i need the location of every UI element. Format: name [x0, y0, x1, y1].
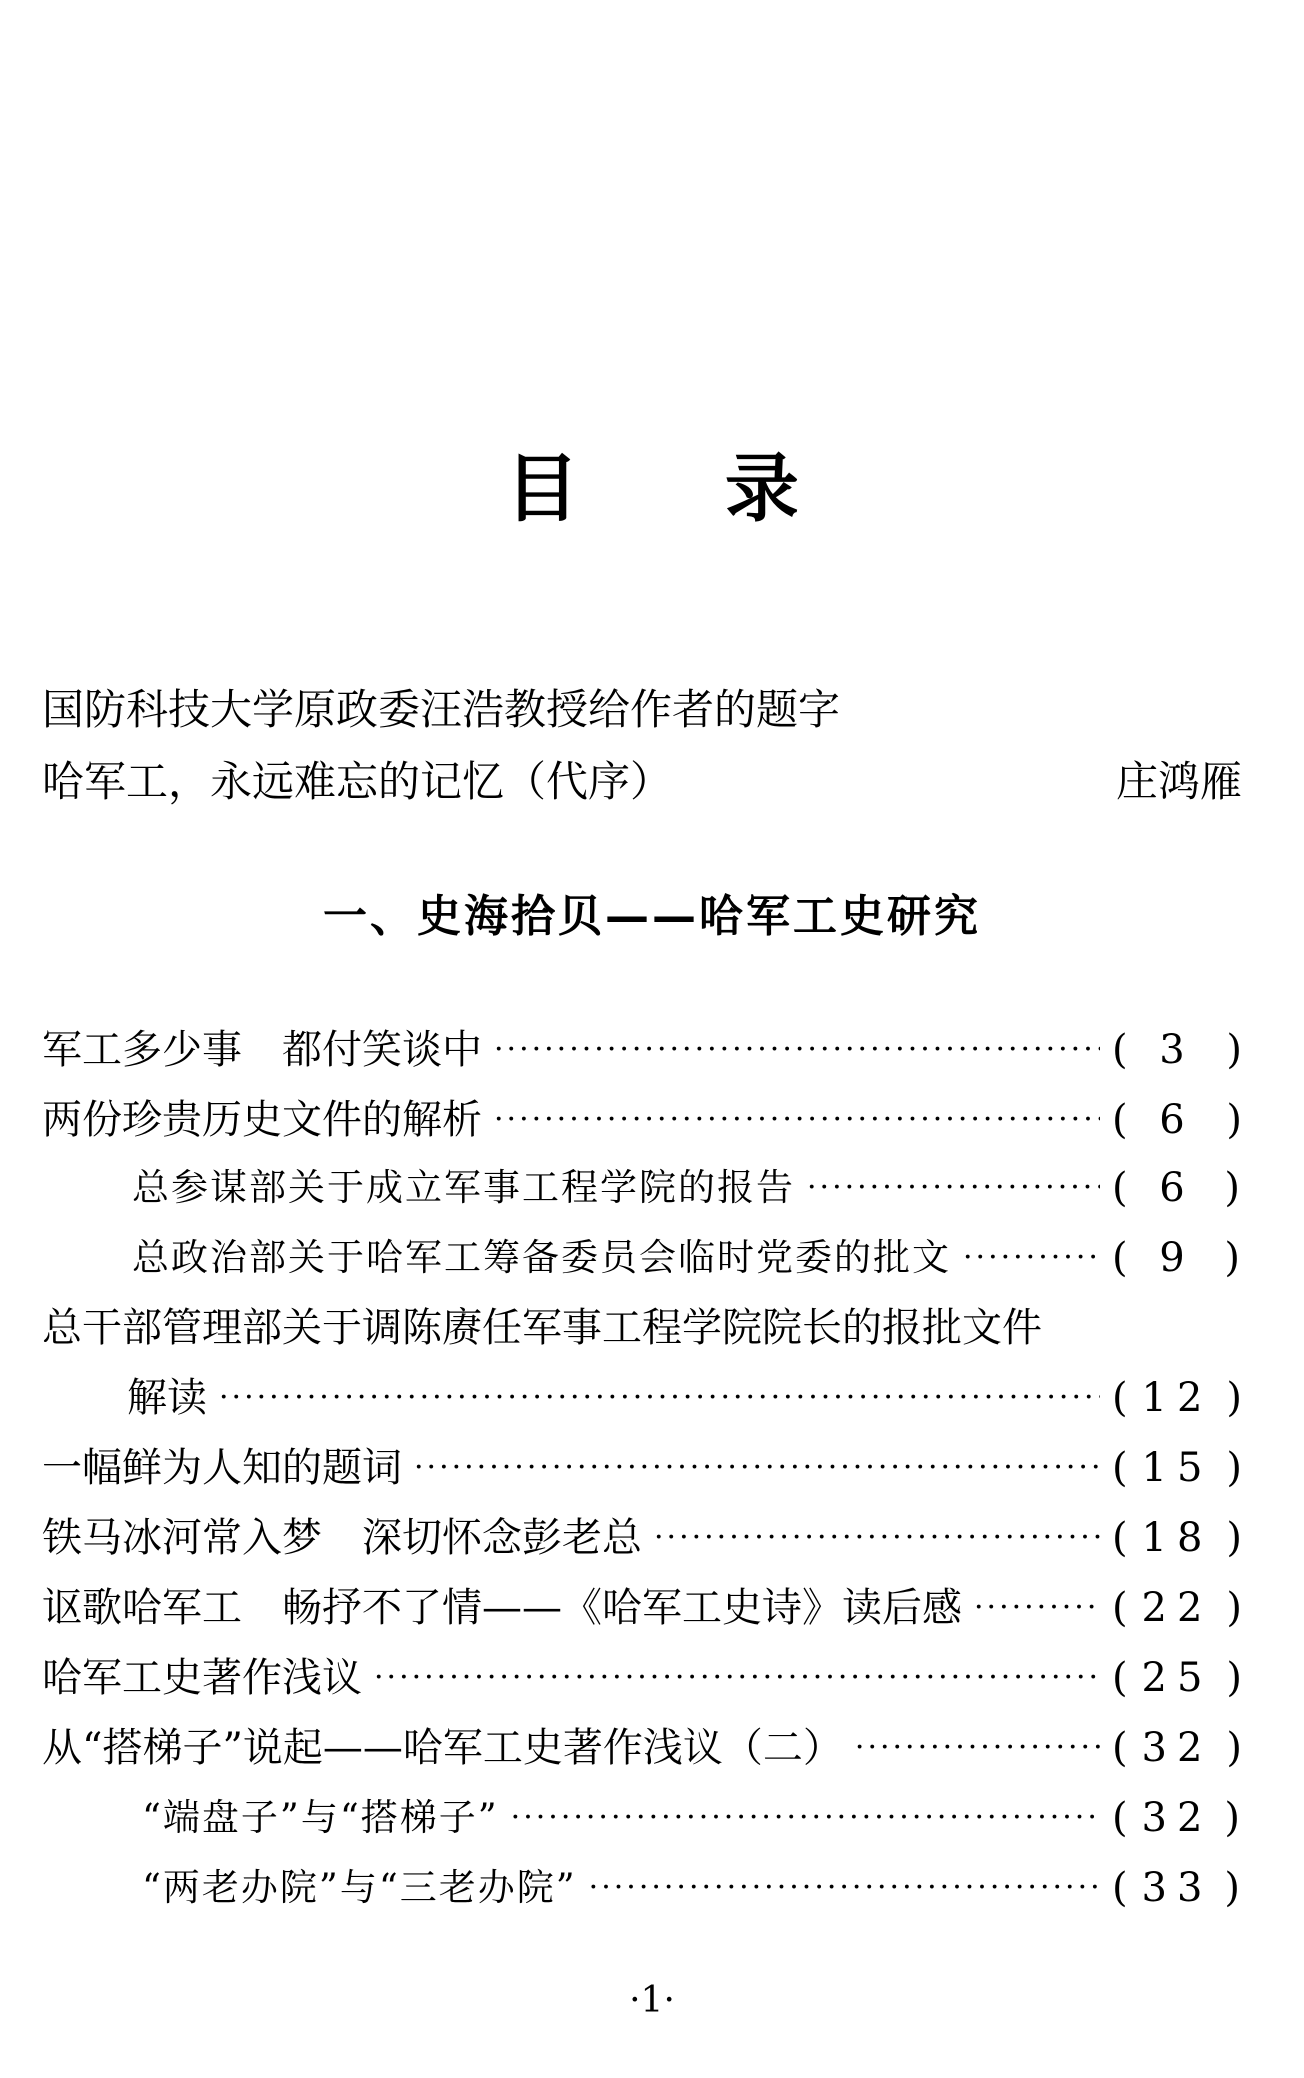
- toc-entry-page: ( 22 ): [1112, 1585, 1242, 1631]
- intro-title: 哈军工，永远难忘的记忆（代序）: [42, 757, 673, 806]
- intro-line: [42, 752, 1242, 812]
- toc-subentry[interactable]: [42, 1788, 1242, 1848]
- toc-leader: [807, 1158, 1100, 1218]
- toc-subentry[interactable]: [42, 1858, 1242, 1918]
- toc-entry[interactable]: [42, 1020, 1242, 1080]
- toc-entry[interactable]: [42, 1438, 1242, 1498]
- toc-entry-title: 总政治部关于哈军工筹备委员会临时党委的批文: [132, 1236, 951, 1279]
- toc-leader: [414, 1438, 1100, 1498]
- intro-title: 国防科技大学原政委汪浩教授给作者的题字: [42, 685, 841, 734]
- toc-entry-title: 总参谋部关于成立军事工程学院的报告: [132, 1166, 795, 1209]
- toc-entry-title: 解读: [127, 1375, 207, 1421]
- toc-subentry[interactable]: [42, 1158, 1242, 1218]
- toc-leader: [589, 1858, 1100, 1918]
- toc-entry[interactable]: [42, 1298, 1242, 1358]
- toc-entry[interactable]: [42, 1648, 1242, 1708]
- toc-entry-title: 哈军工史著作浅议: [42, 1655, 362, 1701]
- toc-leader: [374, 1648, 1100, 1708]
- toc-entry-title: 铁马冰河常入梦 深切怀念彭老总: [42, 1515, 642, 1561]
- toc-leader: [494, 1020, 1100, 1080]
- intro-author: 庄鸿雁: [1115, 757, 1242, 806]
- toc-entry-title: 讴歌哈军工 畅抒不了情——《哈军工史诗》读后感: [42, 1585, 962, 1631]
- toc-entry[interactable]: [42, 1090, 1242, 1150]
- toc-entry-page: ( 32 ): [1112, 1725, 1242, 1771]
- intro-line: [42, 680, 1242, 740]
- toc-subentry[interactable]: [42, 1228, 1242, 1288]
- page-title: 目 录: [505, 446, 859, 532]
- toc-entry-title: 一幅鲜为人知的题词: [42, 1445, 402, 1491]
- toc-entry-page: ( 3 ): [1112, 1027, 1242, 1073]
- toc-entry[interactable]: [42, 1508, 1242, 1568]
- toc-entry[interactable]: [42, 1578, 1242, 1638]
- toc-leader: [963, 1228, 1100, 1288]
- toc-leader: [511, 1788, 1100, 1848]
- toc-entry-page: ( 6 ): [1112, 1097, 1242, 1143]
- toc-entry-page: ( 25 ): [1112, 1655, 1242, 1701]
- toc-entry-continuation[interactable]: [42, 1368, 1242, 1428]
- toc-entry-page: ( 15 ): [1112, 1445, 1242, 1491]
- toc-leader: [494, 1090, 1100, 1150]
- toc-entry-title: 从“搭梯子”说起——哈军工史著作浅议（二）: [42, 1725, 843, 1771]
- toc-entry-title: “端盘子”与“搭梯子”: [142, 1796, 499, 1839]
- toc-entry-page: ( 9 ): [1112, 1235, 1242, 1281]
- toc-entry-title: 总干部管理部关于调陈赓任军事工程学院院长的报批文件: [42, 1305, 1042, 1351]
- section-heading: 一、史海拾贝——哈军工史研究: [323, 891, 981, 942]
- toc-entry-title: 军工多少事 都付笑谈中: [42, 1027, 482, 1073]
- toc-leader: [855, 1718, 1100, 1778]
- toc-leader: [974, 1578, 1100, 1638]
- toc-leader: [219, 1368, 1100, 1428]
- toc-entry-page: ( 33 ): [1112, 1865, 1242, 1911]
- toc-entry[interactable]: [42, 1718, 1242, 1778]
- toc-entry-page: ( 18 ): [1112, 1515, 1242, 1561]
- toc-entry-page: ( 32 ): [1112, 1795, 1242, 1841]
- page-number: ·1·: [629, 1980, 675, 2021]
- toc-entry-title: “两老办院”与“三老办院”: [142, 1866, 577, 1909]
- toc-entry-page: ( 12 ): [1112, 1375, 1242, 1421]
- toc-entry-title: 两份珍贵历史文件的解析: [42, 1097, 482, 1143]
- toc-leader: [654, 1508, 1100, 1568]
- toc-entry-page: ( 6 ): [1112, 1165, 1242, 1211]
